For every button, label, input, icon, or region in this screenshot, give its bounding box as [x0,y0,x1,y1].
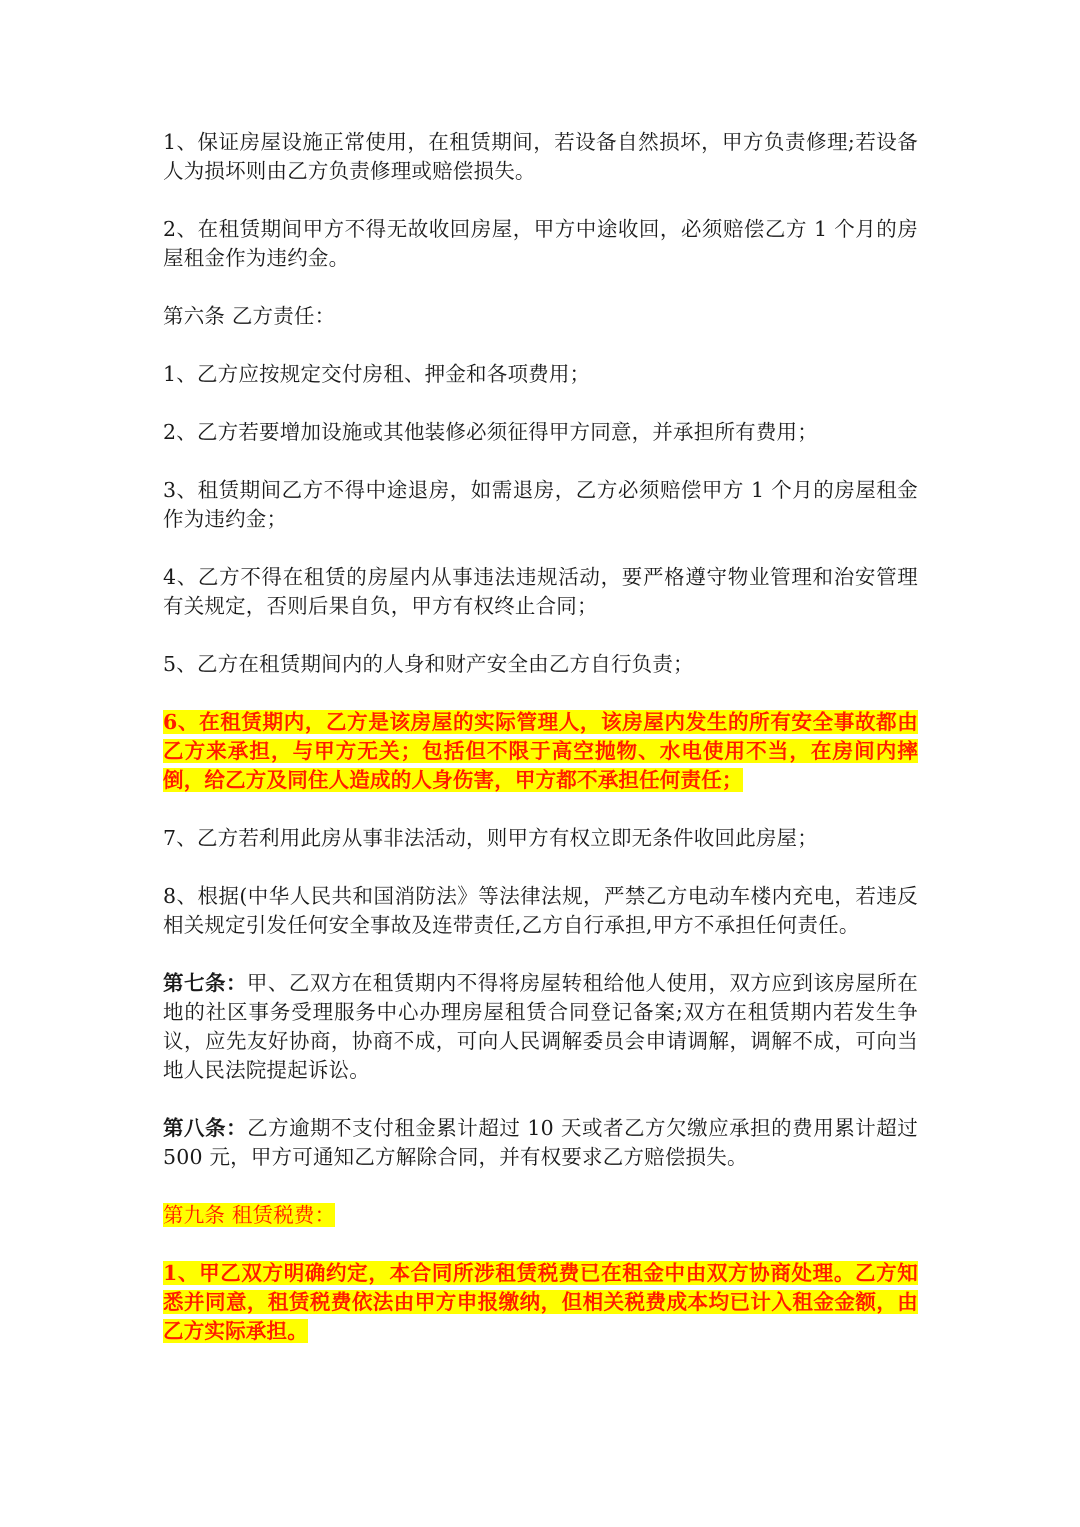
clause-landlord-no-recall: 2、在租赁期间甲方不得无故收回房屋，甲方中途收回，必须赔偿乙方 1 个月的房屋租金作为违约金。 [163,217,918,270]
clause-fire-law: 8、根据(中华人民共和国消防法》等法律法规，严禁乙方电动车楼内充电，若违反相关规定引发任何安全事故及连带责任,乙方自行承担,甲方不承担任何责任。 [163,884,918,937]
clause-tenant-no-illegal: 4、乙方不得在租赁的房屋内从事违法违规活动，要严格遵守物业管理和治安管理有关规定，否则后果自负，甲方有权终止合同； [163,565,918,618]
clause-tenant-safety: 5、乙方在租赁期间内的人身和财产安全由乙方自行负责； [163,652,694,676]
article-seven [163,969,918,1085]
article-nine-heading: 第九条 租赁税费： [163,1203,336,1227]
clause-tenant-liability-highlighted: 6、在租赁期内，乙方是该房屋的实际管理人，该房屋内发生的所有安全事故都由乙方来承担，与甲方无关；包括但不限于高空抛物、水电使用不当，在房间内摔倒，给乙方及同住人造成的人身伤害，甲方都不承担任何责任； [163,710,918,792]
contract-body [163,128,918,1375]
clause-landlord-repair: 1、保证房屋设施正常使用，在租赁期间，若设备自然损坏，甲方负责修理;若设备人为损坏则由乙方负责修理或赔偿损失。 [163,130,918,183]
clause-tenant-renovation: 2、乙方若要增加设施或其他装修必须征得甲方同意，并承担所有费用； [163,420,818,444]
article-seven-label: 第七条： [163,971,247,995]
article-seven-text: 甲、乙双方在租赁期内不得将房屋转租给他人使用，双方应到该房屋所在地的社区事务受理服务中心办理房屋租赁合同登记备案;双方在租赁期内若发生争议，应先友好协商，协商不成，可向人民调解委员会申请调解，调解不成，可向当地人民法院提起诉讼。 [163,971,918,1082]
article-eight-text: 乙方逾期不支付租金累计超过 10 天或者乙方欠缴应承担的费用累计超过 500 元，甲方可通知乙方解除合同，并有权要求乙方赔偿损失。 [163,1116,918,1169]
clause-tax-highlighted: 1、甲乙双方明确约定，本合同所涉租赁税费已在租金中由双方协商处理。乙方知悉并同意，租赁税费依法由甲方申报缴纳，但相关税费成本均已计入租金金额，由乙方实际承担。 [163,1261,918,1343]
clause-tenant-pay-fees: 1、乙方应按规定交付房租、押金和各项费用； [163,362,591,386]
article-eight-label: 第八条： [163,1116,248,1140]
clause-tenant-early-leave: 3、租赁期间乙方不得中途退房，如需退房，乙方必须赔偿甲方 1 个月的房屋租金作为违约金； [163,478,918,531]
article-six-heading: 第六条 乙方责任： [163,304,336,328]
article-eight [163,1114,918,1172]
clause-tenant-illegal-recall: 7、乙方若利用此房从事非法活动，则甲方有权立即无条件收回此房屋； [163,826,818,850]
